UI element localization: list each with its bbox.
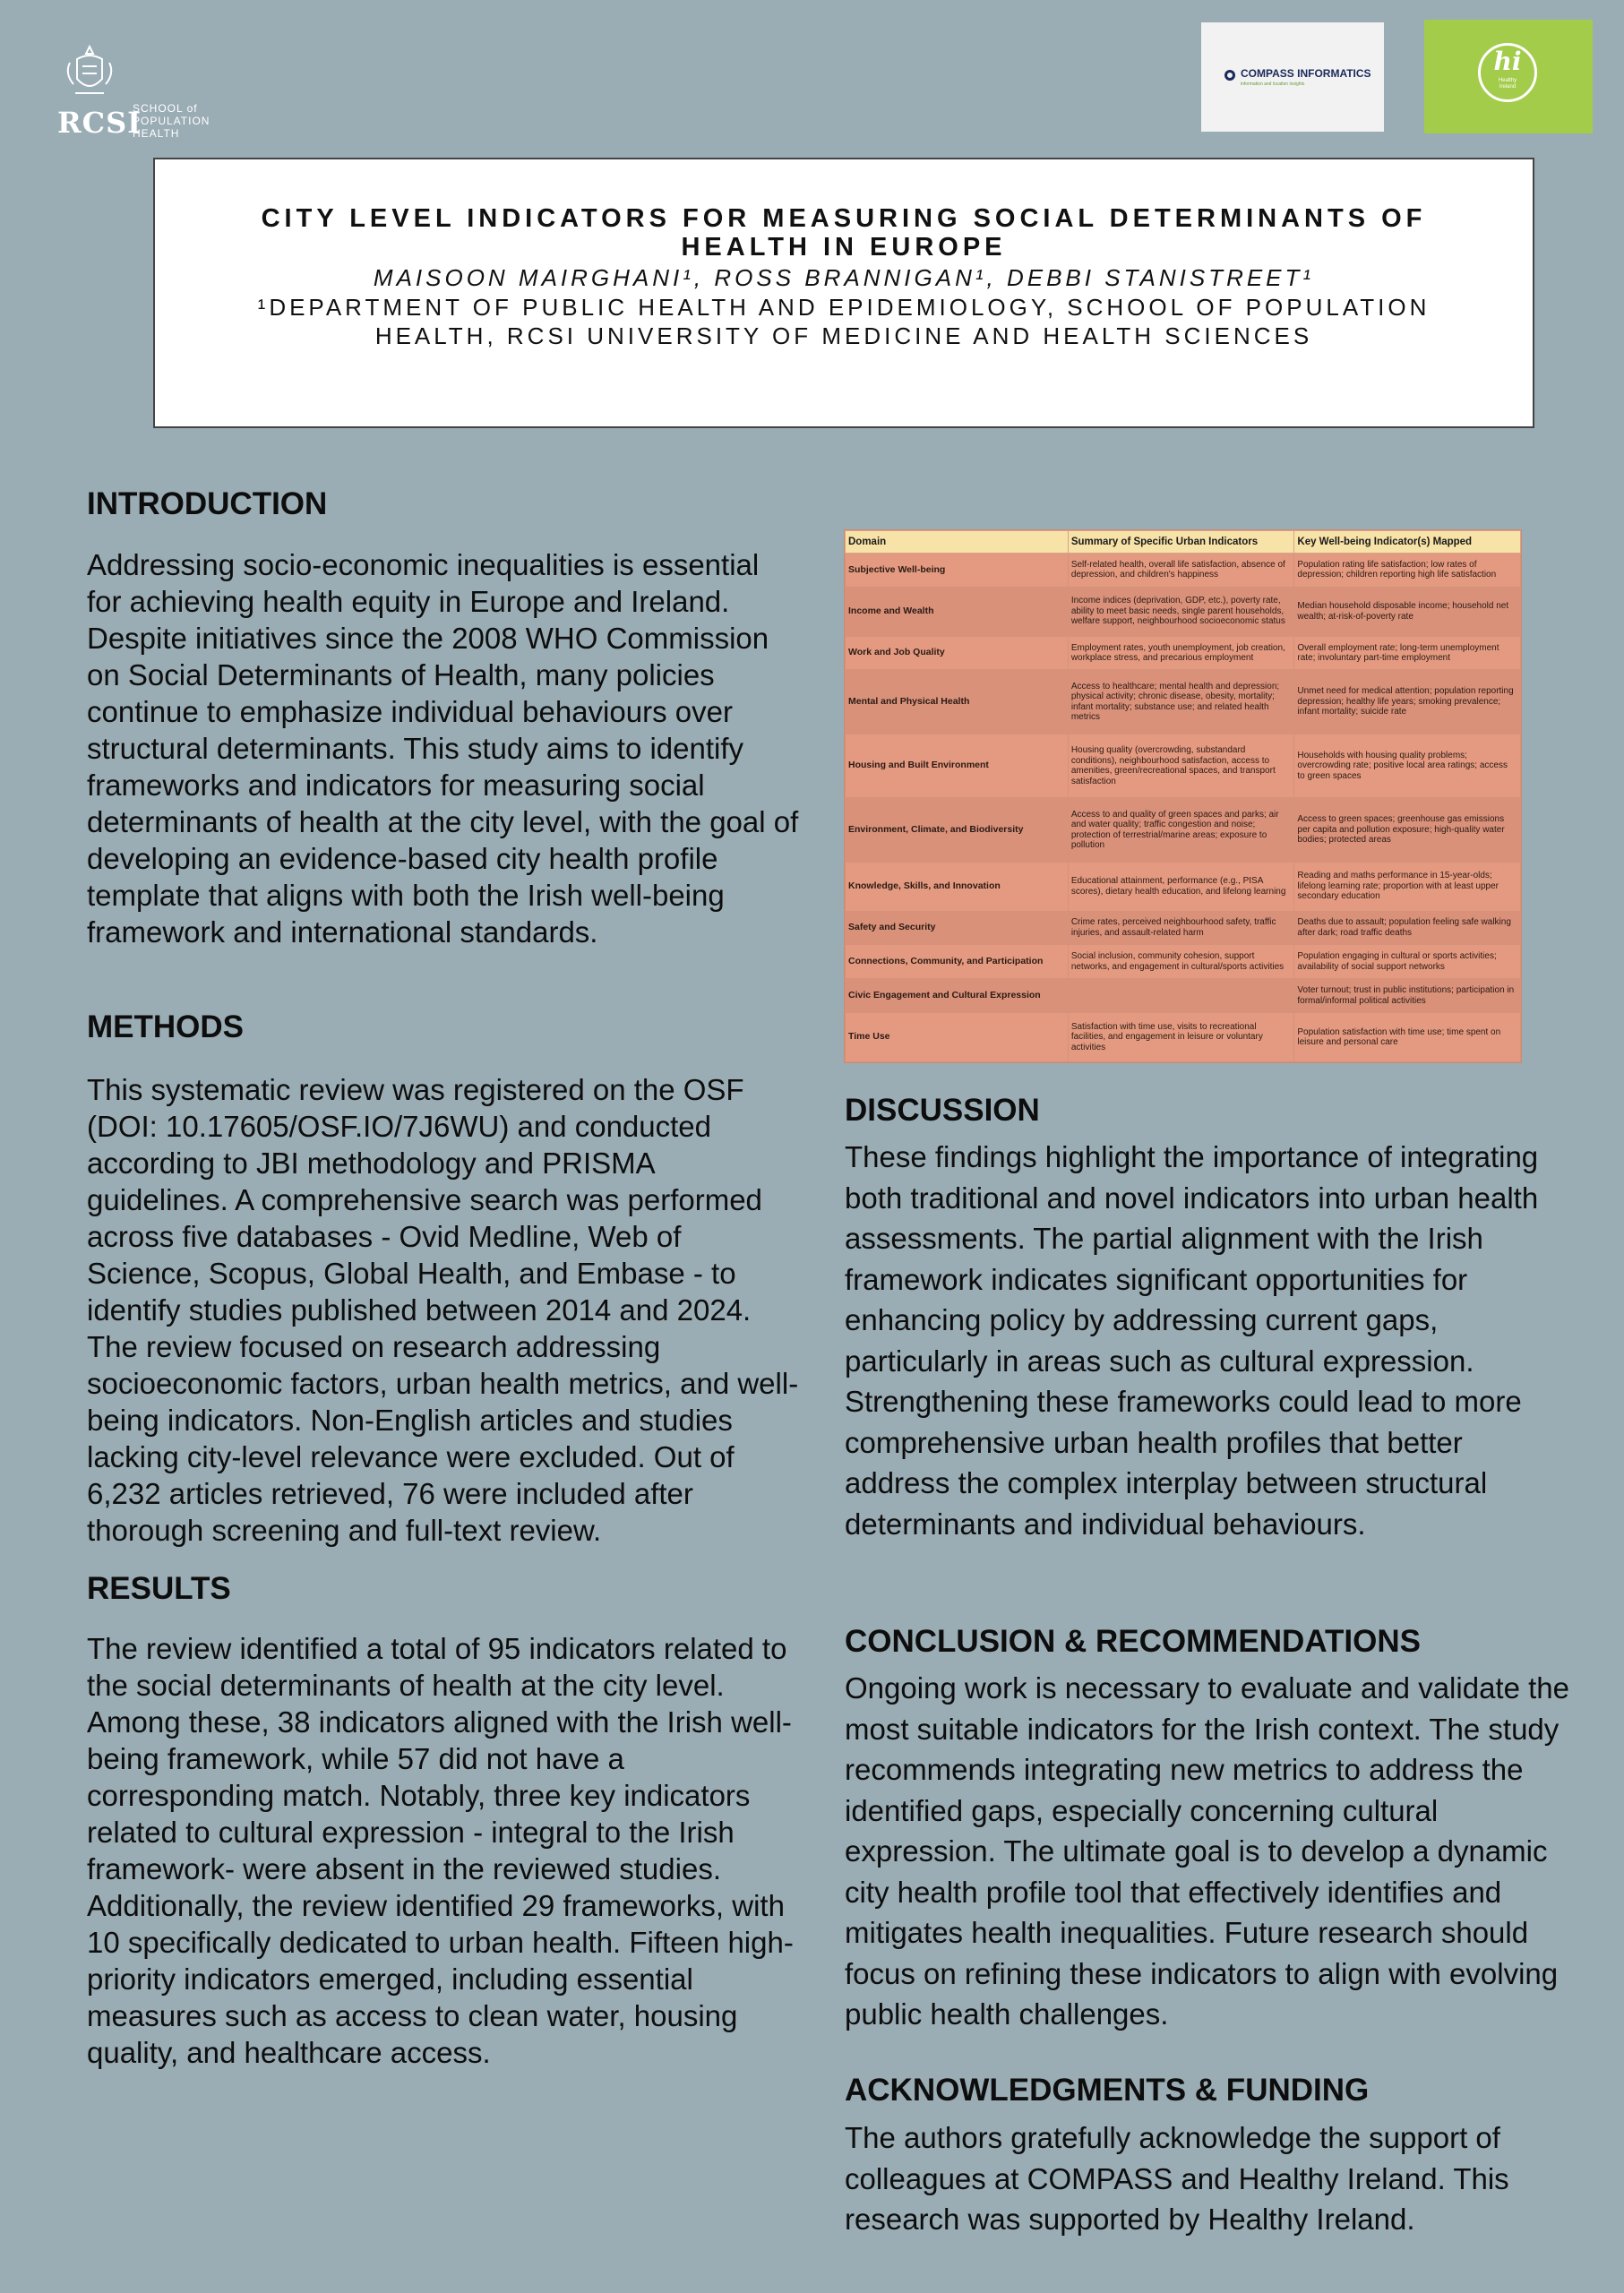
table-row — [846, 945, 1521, 979]
compass-tagline: information and location insights — [1241, 82, 1305, 87]
table-cell-summary: Self-related health, overall life satisfaction, absence of depression, and children's happiness — [1068, 554, 1294, 588]
table-cell-summary: Employment rates, youth unemployment, job creation, workplace stress, and precarious employment — [1068, 636, 1294, 670]
results-heading: RESULTS — [87, 1571, 231, 1606]
table-cell-domain: Work and Job Quality — [846, 636, 1069, 670]
conclusion-heading: CONCLUSION & RECOMMENDATIONS — [845, 1624, 1421, 1659]
table-cell-domain: Subjective Well-being — [846, 554, 1069, 588]
table-row — [846, 636, 1521, 670]
title-box — [153, 158, 1534, 428]
table-cell-mapped: Households with housing quality problems; overcrowding rate; positive local area ratings; access to green spaces — [1294, 734, 1521, 797]
conclusion-body: Ongoing work is necessary to evaluate and validate the most suitable indicators for the Irish context. The study recommends integrating new metrics to address the identified gaps, especially concerning cultural expression. The ultimate goal is to develop a dynamic city health profile tool that effectively identifies and mitigates health inequalities. Future research should focus on refining these indicators to align with evolving public health challenges. — [845, 1671, 1569, 2031]
table-cell-mapped: Population satisfaction with time use; time spent on leisure and personal care — [1294, 1013, 1521, 1062]
table-cell-mapped: Access to green spaces; greenhouse gas emissions per capita and pollution exposure; high-quality water bodies; protected areas — [1294, 798, 1521, 862]
table-header-row — [846, 531, 1521, 554]
table-cell-mapped: Reading and maths performance in 15-year-olds; lifelong learning rate; proportion with at least upper secondary education — [1294, 862, 1521, 911]
rcsi-wordmark: RCSI — [57, 106, 142, 140]
compass-name: COMPASS INFORMATICS — [1241, 67, 1371, 80]
introduction-body: Addressing socio-economic inequalities is essential for achieving health equity in Europe and Ireland. Despite initiatives since the 2008 WHO Commission on Social Determinants of Health, many policies continue to emphasize individual behaviours over structural determinants. This study aims to identify frameworks and indicators for measuring social determinants of health at the city level, with the goal of developing an evidence-based city health profile template that aligns with both the Irish well-being framework and international standards. — [87, 548, 799, 949]
table-cell-mapped: Overall employment rate; long-term unemployment rate; involuntary part-time employment — [1294, 636, 1521, 670]
discussion-body: These findings highlight the importance of integrating both traditional and novel indicators into urban health assessments. The partial alignment with the Irish framework indicates significant opportunities for enhancing policy by addressing current gaps, particularly in areas such as cultural expression. Strengthening these frameworks could lead to more comprehensive urban health profiles that better address the complex interplay between structural determinants and individual behaviours. — [845, 1140, 1539, 1541]
compass-icon — [1224, 70, 1235, 81]
acknowledgments-heading: ACKNOWLEDGMENTS & FUNDING — [845, 2073, 1370, 2108]
table-cell-domain: Environment, Climate, and Biodiversity — [846, 798, 1069, 862]
table-row — [846, 554, 1521, 588]
table-cell-domain: Connections, Community, and Participation — [846, 945, 1069, 979]
rcsi-logo — [54, 43, 242, 142]
table-cell-summary: Educational attainment, performance (e.g., PISA scores), dietary health education, and lifelong learning — [1068, 862, 1294, 911]
table-row — [846, 587, 1521, 636]
table-cell-domain: Time Use — [846, 1013, 1069, 1062]
compass-informatics-logo — [1201, 22, 1384, 132]
table-row — [846, 911, 1521, 945]
table-cell-mapped: Population engaging in cultural or sports activities; availability of social support networks — [1294, 945, 1521, 979]
table-row — [846, 979, 1521, 1013]
table-row — [846, 734, 1521, 797]
methods-heading: METHODS — [87, 1009, 244, 1044]
results-body: The review identified a total of 95 indicators related to the social determinants of health at the city level. Among these, 38 indicators aligned with the Irish well-being framework, while 57 did not have a corresponding match. Notably, three key indicators related to cultural expression - integral to the Irish framework- were absent in the reviewed studies. Additionally, the review identified 29 frameworks, with 10 specifically dedicated to urban health. Fifteen high-priority indicators emerged, including essential measures such as access to clean water, housing quality, and healthcare access. — [87, 1632, 794, 2069]
table-cell-summary: Social inclusion, community cohesion, support networks, and engagement in cultural/sports activities — [1068, 945, 1294, 979]
table-cell-summary — [1068, 979, 1294, 1013]
table-row — [846, 798, 1521, 862]
rcsi-school-label: SCHOOL of POPULATION HEALTH — [133, 102, 211, 140]
table-cell-summary: Crime rates, perceived neighbourhood safety, traffic injuries, and assault-related harm — [1068, 911, 1294, 945]
table-row — [846, 862, 1521, 911]
healthy-ireland-logo — [1424, 20, 1593, 133]
discussion-heading: DISCUSSION — [845, 1093, 1040, 1128]
table-cell-domain: Housing and Built Environment — [846, 734, 1069, 797]
table-cell-summary: Access to healthcare; mental health and depression; physical activity; chronic disease, obesity, mortality; infant mortality; substance use; and related health metrics — [1068, 670, 1294, 734]
table-header-domain: Domain — [846, 531, 1069, 554]
poster-affiliation: ¹DEPARTMENT OF PUBLIC HEALTH AND EPIDEMIOLOGY, SCHOOL OF POPULATION HEALTH, RCSI UNIVERSITY OF MEDICINE AND HEALTH SCIENCES — [257, 294, 1431, 349]
poster-authors: MAISOON MAIRGHANI¹, ROSS BRANNIGAN¹, DEBBI STANISTREET¹ — [373, 264, 1315, 291]
healthy-ireland-badge: hi Healthy Ireland — [1478, 43, 1537, 102]
table-header-summary: Summary of Specific Urban Indicators — [1068, 531, 1294, 554]
table-cell-mapped: Population rating life satisfaction; low rates of depression; children reporting high life satisfaction — [1294, 554, 1521, 588]
table-row — [846, 1013, 1521, 1062]
table-cell-domain: Civic Engagement and Cultural Expression — [846, 979, 1069, 1013]
table-cell-domain: Mental and Physical Health — [846, 670, 1069, 734]
crest-icon — [61, 43, 118, 102]
table-cell-mapped: Median household disposable income; household net wealth; at-risk-of-poverty rate — [1294, 587, 1521, 636]
table-row — [846, 670, 1521, 734]
indicator-table — [845, 530, 1521, 1062]
acknowledgments-body: The authors gratefully acknowledge the support of colleagues at COMPASS and Healthy Ireland. This research was supported by Healthy Ireland. — [845, 2121, 1509, 2236]
table-cell-domain: Knowledge, Skills, and Innovation — [846, 862, 1069, 911]
introduction-heading: INTRODUCTION — [87, 486, 328, 521]
indicator-table-figure — [844, 529, 1522, 1063]
table-cell-summary: Satisfaction with time use, visits to recreational facilities, and engagement in leisure or voluntary activities — [1068, 1013, 1294, 1062]
table-cell-summary: Access to and quality of green spaces and parks; air and water quality; traffic congestion and noise; protection of terrestrial/marine areas; exposure to pollution — [1068, 798, 1294, 862]
methods-body: This systematic review was registered on the OSF (DOI: 10.17605/OSF.IO/7J6WU) and conducted according to JBI methodology and PRISMA guidelines. A comprehensive search was performed across five databases - Ovid Medline, Web of Science, Scopus, Global Health, and Embase - to identify studies published between 2014 and 2024. The review focused on research addressing socioeconomic factors, urban health metrics, and well-being indicators. Non-English articles and studies lacking city-level relevance were excluded. Out of 6,232 articles retrieved, 76 were included after thorough screening and full-text review. — [87, 1073, 799, 1547]
table-header-mapped: Key Well-being Indicator(s) Mapped — [1294, 531, 1521, 554]
table-cell-domain: Safety and Security — [846, 911, 1069, 945]
table-cell-mapped: Voter turnout; trust in public institutions; participation in formal/informal political activities — [1294, 979, 1521, 1013]
table-cell-mapped: Unmet need for medical attention; population reporting depression; healthy life years; smoking prevalence; infant mortality; suicide rate — [1294, 670, 1521, 734]
table-cell-mapped: Deaths due to assault; population feeling safe walking after dark; road traffic deaths — [1294, 911, 1521, 945]
table-cell-summary: Income indices (deprivation, GDP, etc.), poverty rate, ability to meet basic needs, single parent households, welfare support, neighbourhood socioeconomic status — [1068, 587, 1294, 636]
table-cell-domain: Income and Wealth — [846, 587, 1069, 636]
table-cell-summary: Housing quality (overcrowding, substandard conditions), neighbourhood satisfaction, access to amenities, green/recreational spaces, and transport satisfaction — [1068, 734, 1294, 797]
poster-title: CITY LEVEL INDICATORS FOR MEASURING SOCIAL DETERMINANTS OF HEALTH IN EUROPE — [261, 204, 1427, 262]
